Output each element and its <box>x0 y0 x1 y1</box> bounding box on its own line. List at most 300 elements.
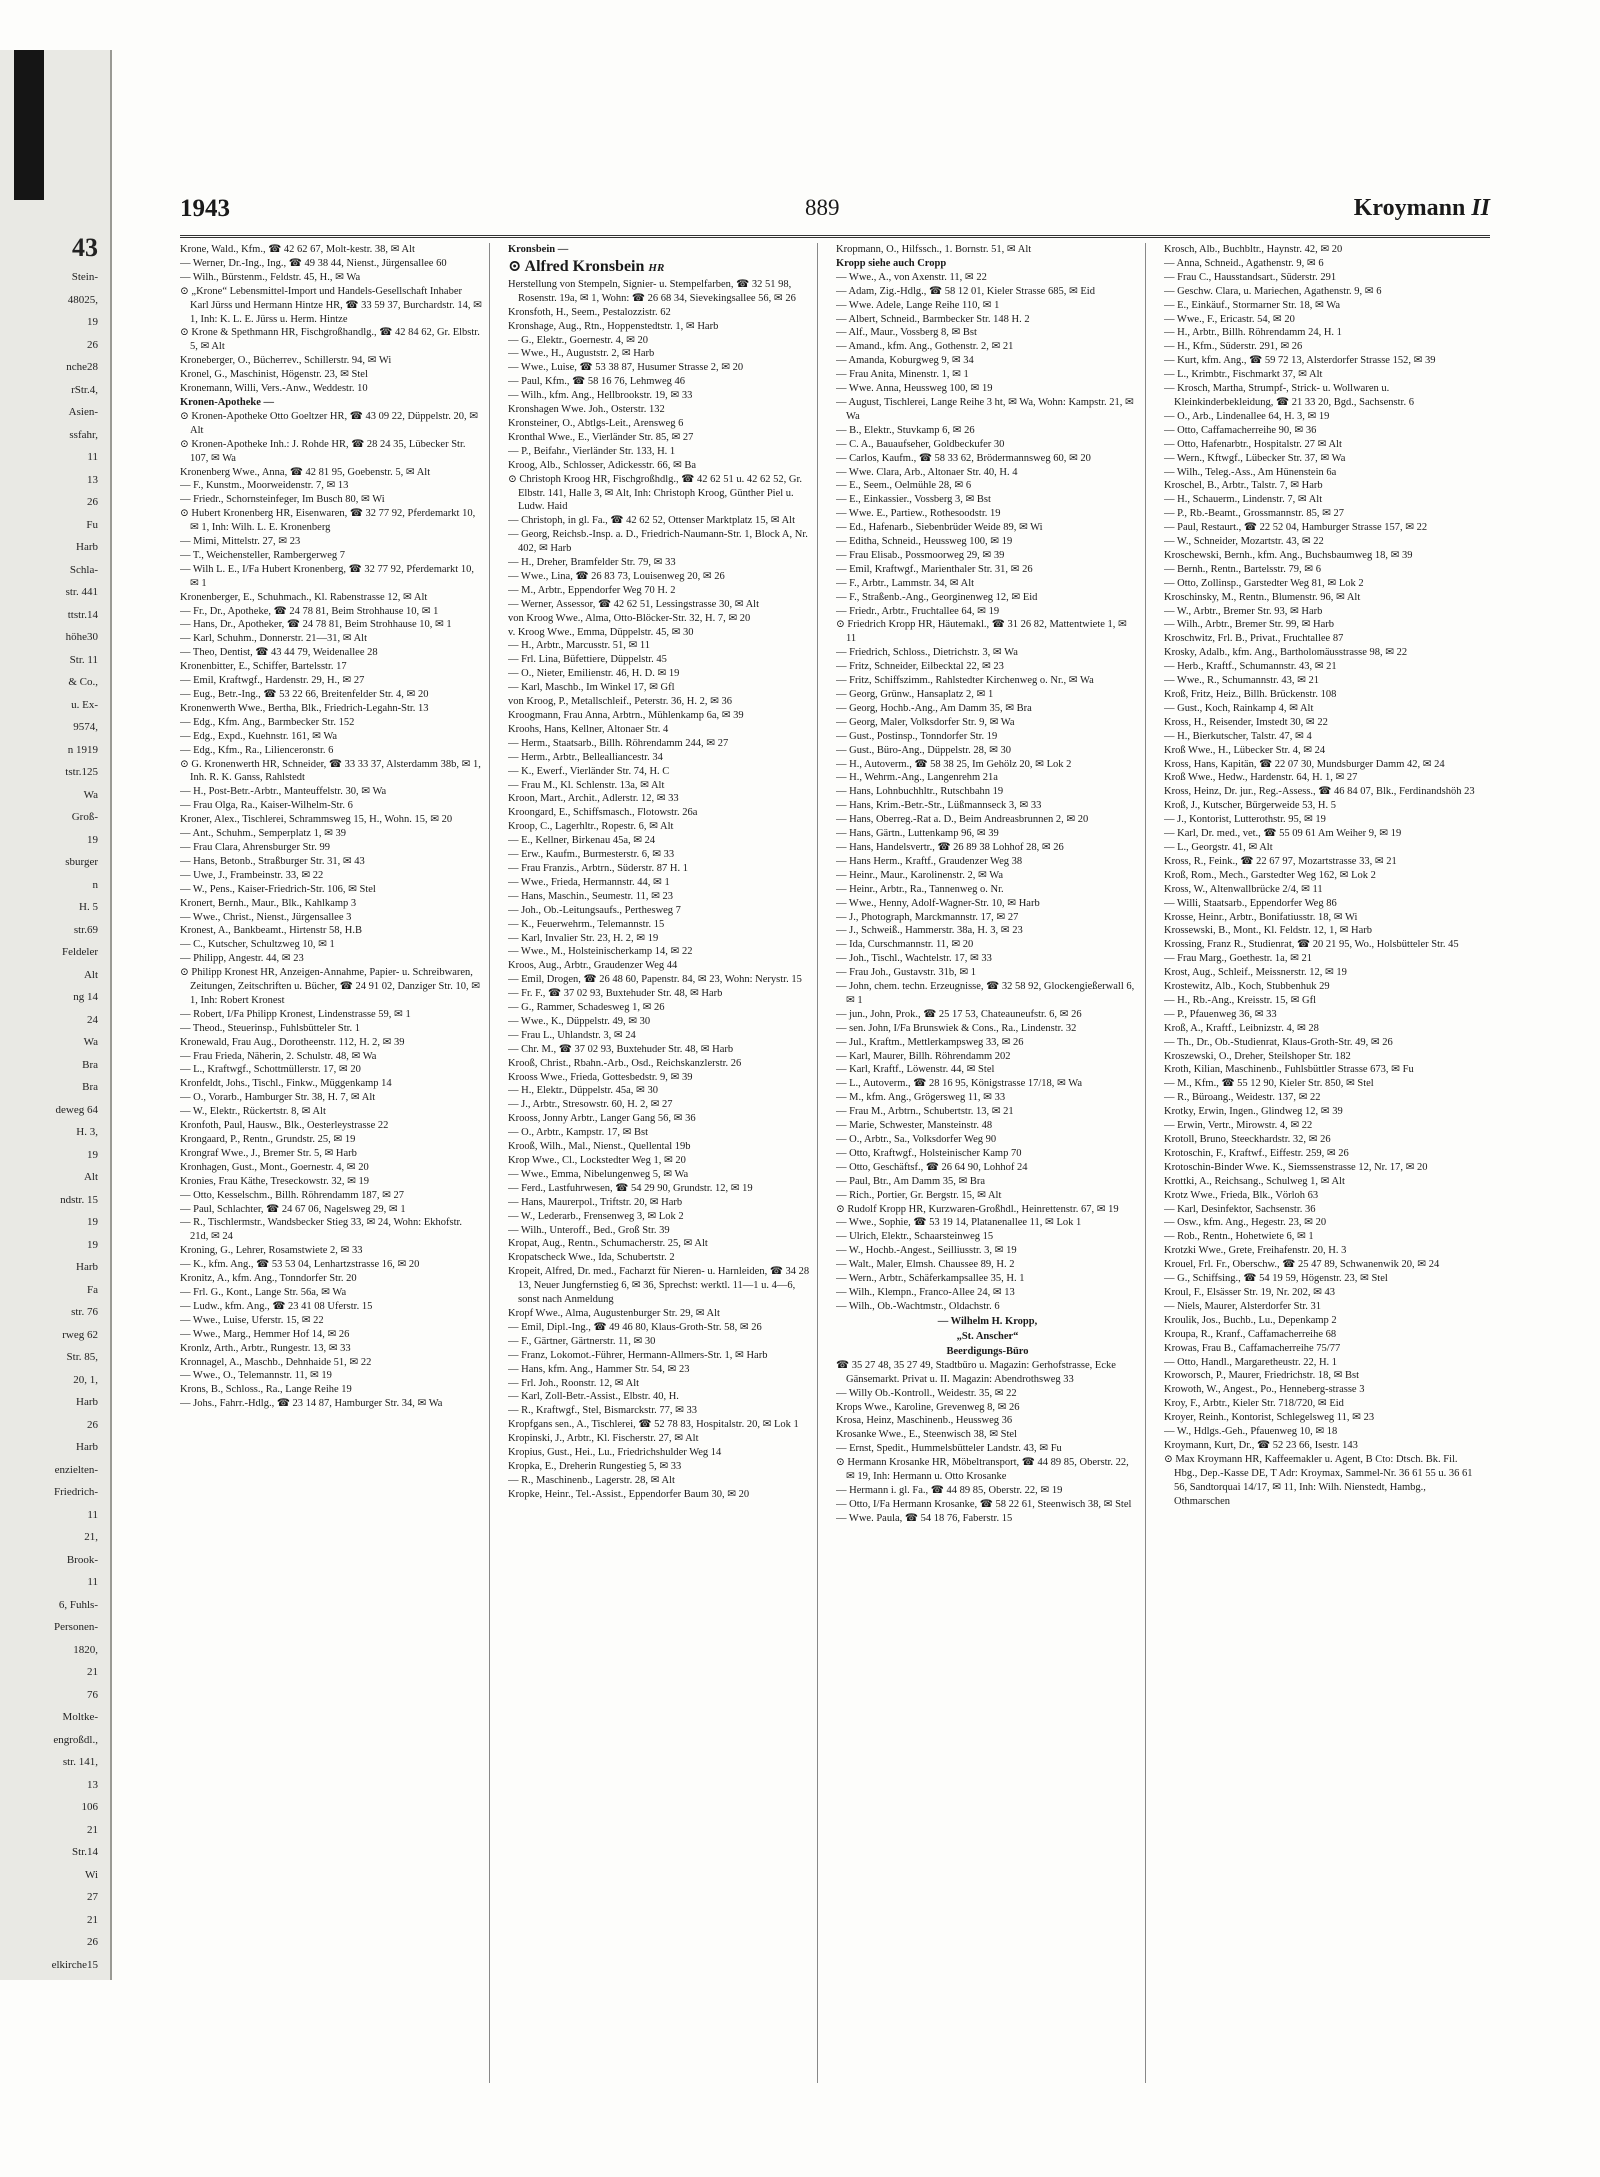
entry-text: — Karl, Maurer, Billh. Röhrendamm 202 <box>836 1050 1011 1062</box>
directory-entry <box>836 1344 1139 1359</box>
entry-text: — B., Elektr., Stuvkamp 6, ✉ 26 <box>836 424 975 436</box>
directory-entry <box>1164 382 1478 410</box>
column-3 <box>836 243 1146 2083</box>
entry-text: — Karl, Kraftf., Löwenstr. 44, ✉ Stel <box>836 1064 995 1076</box>
directory-entry <box>1164 716 1478 730</box>
directory-entry <box>1164 563 1478 577</box>
directory-entry <box>836 660 1139 674</box>
directory-entry <box>1164 855 1478 869</box>
entry-text: — W., Pens., Kaiser-Friedrich-Str. 106, ✉ Stel <box>180 883 376 895</box>
entry-text: — Theod., Steuerinsp., Fuhlsbütteler Str. 1 <box>180 1022 361 1034</box>
header-volume: II <box>1471 195 1490 221</box>
directory-entry <box>1164 883 1478 897</box>
previous-page-line: tstr.125 <box>65 766 98 778</box>
directory-entry <box>836 1105 1139 1119</box>
previous-page-line: rStr.4, <box>71 383 98 396</box>
entry-text: Kronies, Frau Käthe, Treseckowstr. 32, ✉ 19 <box>180 1175 370 1187</box>
entry-text: — Wilh., Arbtr., Bremer Str. 99, ✉ Harb <box>1164 619 1335 631</box>
entry-text: — W., Arbtr., Bremer Str. 93, ✉ Harb <box>1164 605 1323 617</box>
entry-text: Krooss, Jonny Arbtr., Langer Gang 56, ✉ 36 <box>508 1113 696 1125</box>
directory-entry <box>508 1015 811 1029</box>
entry-text: — Frau Frieda, Näherin, 2. Schulstr. 48, ✉ Wa <box>180 1050 377 1062</box>
entry-text: Kropat, Aug., Rentn., Schumacherstr. 25, ✉ Alt <box>508 1238 708 1250</box>
entry-text: — Hans, Oberreg.-Rat a. D., Beim Andreasbrunnen 2, ✉ 20 <box>836 814 1089 826</box>
directory-entry <box>508 1460 811 1474</box>
directory-entry <box>180 438 483 466</box>
entry-text: — H., Arbtr., Billh. Röhrendamm 24, H. 1 <box>1164 327 1342 339</box>
entry-text: — Wwe., Christ., Nienst., Jürgensallee 3 <box>180 911 352 923</box>
entry-text: Kropatscheck Wwe., Ida, Schubertstr. 2 <box>508 1252 675 1264</box>
entry-text: Kropfgans sen., A., Tischlerei, ☎ 52 78 83, Hospitalstr. 20, ✉ Lok 1 <box>508 1419 799 1431</box>
directory-entry <box>836 1161 1139 1175</box>
directory-entry <box>180 869 483 883</box>
directory-entry <box>508 1446 811 1460</box>
directory-entry <box>508 751 811 765</box>
directory-entry <box>1164 368 1478 382</box>
entry-text: Kropke, Heinr., Tel.-Assist., Eppendorfer Baum 30, ✉ 20 <box>508 1488 750 1500</box>
directory-entry <box>836 563 1139 577</box>
previous-page-line: ttstr.14 <box>67 608 98 621</box>
entry-text: — Frau C., Hausstandsart., Süderstr. 291 <box>1164 271 1337 283</box>
previous-page-line: 9574, <box>73 721 98 733</box>
entry-text: Kropius, Gust., Hei., Lu., Friedrichshulder Weg 14 <box>508 1447 722 1459</box>
previous-page-line: 11 <box>87 451 98 463</box>
directory-entry <box>836 382 1139 396</box>
entry-text: Krotzki Wwe., Grete, Freihafenstr. 20, H. 3 <box>1164 1245 1347 1257</box>
directory-entry <box>180 730 483 744</box>
entry-text: Krosse, Heinr., Arbtr., Bonifatiusstr. 18, ✉ Wi <box>1164 911 1358 923</box>
entry-text: — Bernh., Rentn., Bartelsstr. 79, ✉ 6 <box>1164 563 1321 575</box>
directory-entry <box>1164 1203 1478 1217</box>
directory-entry <box>1164 994 1478 1008</box>
directory-entry <box>180 758 483 786</box>
directory-entry <box>836 869 1139 883</box>
entry-text: — Editha, Schneid., Heussweg 100, ✉ 19 <box>836 536 1013 548</box>
entry-text: Kropp siehe auch Cropp <box>836 257 947 269</box>
directory-entry <box>180 841 483 855</box>
entry-text: — W., Lederarb., Frensenweg 3, ✉ Lok 2 <box>508 1210 684 1222</box>
entry-text: — Gust., Koch, Rainkamp 4, ✉ Alt <box>1164 702 1314 714</box>
directory-entry <box>1164 1258 1478 1272</box>
directory-entry <box>180 911 483 925</box>
directory-entry <box>1164 632 1478 646</box>
directory-entry <box>836 744 1139 758</box>
directory-entry <box>836 1091 1139 1105</box>
entry-text: Krotoschin-Binder Wwe. K., Siemssenstrasse 12, Nr. 17, ✉ 20 <box>1164 1161 1428 1173</box>
directory-columns <box>180 243 1490 2083</box>
directory-entry <box>1164 493 1478 507</box>
entry-text: — Wwe. Adele, Lange Reihe 110, ✉ 1 <box>836 299 1000 311</box>
previous-page-line: Personen- <box>54 1621 98 1633</box>
entry-text: Kroop, C., Lagerhltr., Ropestr. 6, ✉ Alt <box>508 821 674 833</box>
entry-text: — W., Hdlgs.-Geh., Pfauenweg 10, ✉ 18 <box>1164 1426 1338 1438</box>
directory-entry <box>508 473 811 515</box>
entry-text: — Gust., Büro-Ang., Düppelstr. 28, ✉ 30 <box>836 744 1012 756</box>
entry-text: — Rob., Rentn., Hohetwiete 6, ✉ 1 <box>1164 1231 1314 1243</box>
previous-page-line: Bra <box>82 1081 98 1093</box>
previous-page-line: ng 14 <box>73 991 98 1003</box>
entry-text: Kronlz, Arth., Arbtr., Rungestr. 13, ✉ 33 <box>180 1342 351 1354</box>
previous-page-line: H. 5 <box>79 901 98 913</box>
entry-text: — Georg, Grünw., Hansaplatz 2, ✉ 1 <box>836 689 994 700</box>
directory-entry <box>508 737 811 751</box>
directory-entry <box>508 709 811 723</box>
directory-entry <box>836 1456 1139 1484</box>
entry-text: — F., Gärtner, Gärtnerstr. 11, ✉ 30 <box>508 1335 656 1347</box>
entry-text: — Frau L., Uhlandstr. 3, ✉ 24 <box>508 1029 636 1041</box>
directory-entry <box>180 257 483 271</box>
directory-entry <box>836 1329 1139 1344</box>
entry-text: — Otto, I/Fa Hermann Krosanke, ☎ 58 22 61, Steenwisch 38, ✉ Stel <box>836 1498 1132 1510</box>
previous-page-line: Harb <box>76 1441 98 1453</box>
directory-entry <box>836 938 1139 952</box>
entry-text: — O., Vorarb., Hamburger Str. 38, H. 7, ✉ Alt <box>180 1092 376 1104</box>
entry-text: — Hans, Betonb., Straßburger Str. 31, ✉ 43 <box>180 855 365 867</box>
entry-text: — Robert, I/Fa Philipp Kronest, Lindenstrasse 59, ✉ 1 <box>180 1008 411 1020</box>
entry-text: — Wilh., kfm. Ang., Hellbrookstr. 19, ✉ 33 <box>508 390 693 402</box>
directory-entry <box>180 952 483 966</box>
previous-page-line: Friedrich- <box>54 1486 98 1498</box>
previous-page-line: 21 <box>87 1913 98 1926</box>
entry-text: — Hans, Maschin., Seumestr. 11, ✉ 23 <box>508 890 674 902</box>
directory-entry <box>508 695 811 709</box>
directory-entry <box>508 445 811 459</box>
entry-text: — Frau Clara, Ahrensburger Str. 99 <box>180 841 330 853</box>
entry-text: Kroog, Alb., Schlosser, Adickesstr. 66, ✉ Ba <box>508 459 697 471</box>
entry-text: ⊙ Christoph Kroog HR, Fischgroßhdlg., ☎ 42 62 51 u. 42 62 52, Gr. Elbstr. 141, Halle 3, ✉ Alt, Inh: Christoph Kroog, Günther Piel u. Ludw. Haid <box>508 473 803 513</box>
entry-text: — Geschw. Clara, u. Mariechen, Agathenstr. 9, ✉ 6 <box>1164 285 1382 297</box>
directory-entry <box>508 1307 811 1321</box>
entry-text: — Kurt, kfm. Ang., ☎ 59 72 13, Alsterdorfer Strasse 152, ✉ 39 <box>1164 355 1436 367</box>
entry-text: — Otto, Geschäftsf., ☎ 26 64 90, Lohhof 24 <box>836 1161 1028 1173</box>
directory-entry <box>508 862 811 876</box>
previous-page-line: str. 76 <box>71 1306 98 1318</box>
directory-entry <box>1164 410 1478 424</box>
directory-entry <box>180 883 483 897</box>
entry-text: — F., Arbtr., Lammstr. 34, ✉ Alt <box>836 577 975 589</box>
directory-entry <box>180 702 483 716</box>
entry-text: von Kroog, P., Metallschleif., Peterstr. 36, H. 2, ✉ 36 <box>508 696 733 708</box>
directory-entry <box>836 785 1139 799</box>
directory-entry <box>1164 758 1478 772</box>
directory-entry <box>508 1390 811 1404</box>
entry-text: — Emil, Drogen, ☎ 26 48 60, Papenstr. 84, ✉ 23, Wohn: Nerystr. 15 <box>508 974 802 986</box>
directory-entry <box>836 340 1139 354</box>
previous-page-line: 21 <box>87 1666 98 1678</box>
entry-text: — Willi, Staatsarb., Eppendorfer Weg 86 <box>1164 897 1337 909</box>
entry-text: — Wern., Arbtr., Schäferkampsallee 35, H. 1 <box>836 1273 1025 1285</box>
directory-entry <box>508 779 811 793</box>
entry-text: — Karl, Desinfektor, Sachsenstr. 36 <box>1164 1203 1316 1215</box>
directory-entry <box>836 535 1139 549</box>
entry-text: — Adam, Zig.-Hdlg., ☎ 58 12 01, Kieler Strasse 685, ✉ Eid <box>836 285 1095 297</box>
directory-entry <box>508 1224 811 1238</box>
directory-entry <box>836 507 1139 521</box>
directory-entry <box>1164 1425 1478 1439</box>
directory-entry <box>1164 1272 1478 1286</box>
entry-text: ⊙ Philipp Kronest HR, Anzeigen-Annahme, Papier- u. Schreibwaren, Zeitungen, Zeitschriften u. Bücher, ☎ 24 91 02, Danziger Str. 10, ✉ 1, Inh: Robert Kronest <box>180 967 481 1006</box>
entry-text: Kroneberger, O., Bücherrev., Schillerstr. 94, ✉ Wi <box>180 355 392 367</box>
directory-entry <box>836 799 1139 813</box>
directory-entry <box>180 466 483 480</box>
entry-text: — M., kfm. Ang., Grögersweg 11, ✉ 33 <box>836 1092 1006 1104</box>
directory-entry <box>508 334 811 348</box>
previous-page-line: 106 <box>81 1801 98 1813</box>
directory-entry <box>836 396 1139 424</box>
entry-text: — Otto, Handl., Margaretheustr. 22, H. 1 <box>1164 1356 1338 1368</box>
directory-entry <box>180 938 483 952</box>
previous-page-line: 26 <box>87 338 98 351</box>
directory-entry <box>1164 1147 1478 1161</box>
previous-page-line: ndstr. 15 <box>60 1193 98 1206</box>
entry-text: — G., Rammer, Schadesweg 1, ✉ 26 <box>508 1002 665 1014</box>
directory-entry <box>180 1383 483 1397</box>
previous-page-line: 1820, <box>73 1643 98 1656</box>
entry-text: — Frl. G., Kont., Lange Str. 56a, ✉ Wa <box>180 1286 347 1298</box>
entry-text: — R., Tischlermstr., Wandsbecker Stieg 33, ✉ 24, Wohn: Ekhofstr. 21d, ✉ 24 <box>180 1217 463 1243</box>
directory-entry <box>508 653 811 667</box>
entry-text: — J., Arbtr., Stresowstr. 60, H. 2, ✉ 27 <box>508 1099 673 1111</box>
directory-entry <box>1164 660 1478 674</box>
directory-entry <box>508 1168 811 1182</box>
directory-entry <box>836 577 1139 591</box>
directory-entry <box>1164 799 1478 813</box>
directory-entry <box>836 424 1139 438</box>
entry-text: — P., Rb.-Beamt., Grossmannstr. 85, ✉ 27 <box>1164 508 1345 520</box>
directory-entry <box>1164 605 1478 619</box>
entry-text: — Heinr., Maur., Karolinenstr. 2, ✉ Wa <box>836 869 1003 881</box>
directory-entry <box>180 1147 483 1161</box>
entry-text: — Anna, Schneid., Agathenstr. 9, ✉ 6 <box>1164 257 1324 269</box>
previous-page-line: 6, Fuhls- <box>58 1598 98 1611</box>
directory-entry <box>836 493 1139 507</box>
column-2 <box>508 243 818 2083</box>
entry-text: Kronel, G., Maschinist, Högenstr. 23, ✉ Stel <box>180 369 368 381</box>
previous-page-line: 26 <box>87 1418 98 1431</box>
entry-text: — Wwe., Luise, Uferstr. 15, ✉ 22 <box>180 1314 324 1326</box>
entry-text: — Karl, Zoll-Betr.-Assist., Elbstr. 40, H. <box>508 1391 679 1403</box>
directory-entry <box>836 758 1139 772</box>
directory-entry <box>508 1321 811 1335</box>
directory-entry <box>508 403 811 417</box>
entry-text: — O., Arbtr., Kampstr. 17, ✉ Bst <box>508 1127 649 1139</box>
entry-text: — Wilhelm H. Kropp, <box>937 1315 1038 1327</box>
directory-entry <box>508 598 811 612</box>
entry-text: — Christoph, in gl. Fa., ☎ 42 62 52, Ottenser Marktplatz 15, ✉ Alt <box>508 515 795 527</box>
entry-text: Kroyer, Reinh., Kontorist, Schlegelsweg 11, ✉ 23 <box>1164 1412 1375 1424</box>
previous-page-line: Fa <box>87 1283 98 1296</box>
entry-text: von Kroog Wwe., Alma, Otto-Blöcker-Str. 32, H. 7, ✉ 20 <box>508 612 751 624</box>
directory-entry <box>180 605 483 619</box>
entry-text: — Wwe., F., Ericastr. 54, ✉ 20 <box>1164 313 1295 325</box>
directory-entry <box>1164 702 1478 716</box>
directory-entry <box>180 1203 483 1217</box>
entry-text: — J., Kontorist, Lutterothstr. 95, ✉ 19 <box>1164 814 1326 826</box>
entry-text: — Wilh., Teleg.-Ass., Am Hünenstein 6a <box>1164 466 1337 478</box>
register-mark: HR <box>648 261 665 274</box>
entry-text: — Hermann i. gl. Fa., ☎ 44 89 85, Oberstr. 22, ✉ 19 <box>836 1484 1063 1496</box>
entry-text: Kronest, A., Bankbeamt., Hirtenstr 58, H.B <box>180 925 362 937</box>
entry-text: — H., Schauerm., Lindenstr. 7, ✉ Alt <box>1164 494 1323 506</box>
directory-entry <box>180 396 483 410</box>
directory-entry <box>1164 452 1478 466</box>
entry-text: Kroos, Aug., Arbtr., Graudenzer Weg 44 <box>508 960 678 972</box>
directory-entry <box>1164 674 1478 688</box>
entry-text: Kronen-Apotheke — <box>180 396 275 408</box>
directory-entry <box>508 1098 811 1112</box>
entry-text: — G., Schiffsing., ☎ 54 19 59, Högenstr. 23, ✉ Stel <box>1164 1273 1388 1285</box>
directory-entry <box>1164 1077 1478 1091</box>
previous-page-line: 21, <box>84 1531 98 1543</box>
directory-entry <box>836 1359 1139 1387</box>
directory-entry <box>508 514 811 528</box>
entry-text: — H., Autoverm., ☎ 58 38 25, Im Gehölz 20, ✉ Lok 2 <box>836 758 1072 770</box>
previous-page-line: 26 <box>87 496 98 508</box>
directory-entry <box>180 688 483 702</box>
directory-entry <box>508 973 811 987</box>
previous-page-line: Wi <box>85 1868 98 1881</box>
previous-page-line: 20, 1, <box>73 1373 98 1386</box>
directory-entry <box>180 1050 483 1064</box>
directory-entry <box>508 1029 811 1043</box>
entry-text: — Eug., Betr.-Ing., ☎ 53 22 66, Breitenfelder Str. 4, ✉ 20 <box>180 689 429 700</box>
previous-page-line: 13 <box>87 1778 98 1791</box>
entry-text: — H., Dreher, Bramfelder Str. 79, ✉ 33 <box>508 557 676 569</box>
directory-entry <box>836 1442 1139 1456</box>
entry-text: — Frau M., Kl. Schlenstr. 13a, ✉ Alt <box>508 779 665 791</box>
entry-text: — Wilh., Ob.-Wachtmstr., Oldachstr. 6 <box>836 1300 1000 1312</box>
entry-text: — Georg, Maler, Volksdorfer Str. 9, ✉ Wa <box>836 716 1015 728</box>
previous-page-line: Str. 85, <box>66 1351 98 1363</box>
directory-entry <box>508 918 811 932</box>
entry-text: ⊙ Kronen-Apotheke Otto Goeltzer HR, ☎ 43 09 22, Düppelstr. 20, ✉ Alt <box>180 410 479 436</box>
entry-text: — Friedr., Schornsteinfeger, Im Busch 80, ✉ Wi <box>180 494 385 506</box>
entry-text: — E., Einkassier., Vossberg 3, ✉ Bst <box>836 494 991 506</box>
entry-text: — R., Büroang., Weidestr. 137, ✉ 22 <box>1164 1092 1321 1104</box>
previous-page-line: 19 <box>87 1148 98 1161</box>
entry-text: Kronitz, A., kfm. Ang., Tonndorfer Str. 20 <box>180 1273 357 1285</box>
previous-page-line: n <box>92 878 98 891</box>
entry-text: Kross, Hans, Kapitän, ☎ 22 07 30, Mundsburger Damm 42, ✉ 24 <box>1164 758 1445 770</box>
header-surname-range <box>1354 195 1490 222</box>
header-page-number: 889 <box>805 195 840 220</box>
entry-text: — Niels, Maurer, Alsterdorfer Str. 31 <box>1164 1300 1322 1312</box>
entry-text: Krongaard, P., Rentn., Grundstr. 25, ✉ 19 <box>180 1134 356 1145</box>
directory-entry <box>836 1036 1139 1050</box>
entry-text: — Erwin, Vertr., Mirowstr. 4, ✉ 22 <box>1164 1120 1313 1132</box>
directory-entry <box>180 1175 483 1189</box>
entry-text: Krotz Wwe., Frieda, Blk., Vörloh 63 <box>1164 1189 1319 1201</box>
entry-text: Kroß, Rom., Mech., Garstedter Weg 162, ✉ Lok 2 <box>1164 869 1376 881</box>
directory-entry <box>508 1182 811 1196</box>
entry-text: — jun., John, Prok., ☎ 25 17 53, Chateauneufstr. 6, ✉ 26 <box>836 1008 1082 1020</box>
directory-entry <box>180 646 483 660</box>
entry-text: — Ed., Hafenarb., Siebenbrüder Weide 89, ✉ Wi <box>836 522 1043 534</box>
previous-page-line: ssfahr, <box>69 428 98 441</box>
binding-strip <box>14 50 44 200</box>
entry-text: v. Kroog Wwe., Emma, Düppelstr. 45, ✉ 30 <box>508 626 694 638</box>
entry-text: Kronsteiner, O., Abtlgs-Leit., Arensweg 6 <box>508 417 684 429</box>
previous-page-line: Harb <box>76 541 98 553</box>
directory-entry <box>180 1397 483 1411</box>
entry-text: Kross, R., Feink., ☎ 22 67 97, Mozartstrasse 33, ✉ 21 <box>1164 855 1397 867</box>
entry-text: — Wwe., M., Holsteinischerkamp 14, ✉ 22 <box>508 946 693 958</box>
directory-entry <box>1164 1439 1478 1453</box>
directory-entry <box>180 1119 483 1133</box>
directory-entry <box>180 1063 483 1077</box>
directory-entry <box>180 1258 483 1272</box>
entry-text: Krowas, Frau B., Caffamacherreihe 75/77 <box>1164 1342 1341 1354</box>
previous-page-line: 19 <box>87 1238 98 1251</box>
directory-entry <box>1164 479 1478 493</box>
directory-entry <box>508 723 811 737</box>
previous-page-line: Fu <box>86 518 98 531</box>
directory-entry <box>180 368 483 382</box>
directory-entry <box>836 618 1139 646</box>
directory-entry <box>508 375 811 389</box>
directory-entry <box>1164 1050 1478 1064</box>
entry-text: — Wilh L. E., I/Fa Hubert Kronenberg, ☎ 32 77 92, Pferdemarkt 10, ✉ 1 <box>180 563 474 589</box>
entry-text: — Werner, Assessor, ☎ 42 62 51, Lessingstrasse 30, ✉ Alt <box>508 598 759 610</box>
directory-entry <box>1164 938 1478 952</box>
directory-entry <box>508 1418 811 1432</box>
directory-entry <box>508 681 811 695</box>
entry-text: — L., Kraftwgf., Schottmüllerstr. 17, ✉ 20 <box>180 1064 361 1076</box>
entry-text: — Gust., Postinsp., Tonndorfer Str. 19 <box>836 730 998 742</box>
directory-entry <box>508 528 811 556</box>
entry-text: — Walt., Maler, Elmsh. Chaussee 89, H. 2 <box>836 1259 1015 1271</box>
entry-text: Kross, H., Reisender, Imstedt 30, ✉ 22 <box>1164 716 1328 728</box>
entry-text: Kronshage, Aug., Rtn., Hoppenstedtstr. 1, ✉ Harb <box>508 320 719 332</box>
entry-text: — M., Arbtr., Eppendorfer Weg 70 H. 2 <box>508 584 676 596</box>
entry-text: — Paul, Restaurt., ☎ 22 52 04, Hamburger Strasse 157, ✉ 22 <box>1164 522 1428 534</box>
entry-text: Kroszewski, O., Dreher, Steilshoper Str. 182 <box>1164 1050 1351 1062</box>
directory-entry <box>1164 1022 1478 1036</box>
entry-text: Kronfoth, Paul, Hausw., Blk., Oesterleystrasse 22 <box>180 1120 389 1132</box>
directory-entry <box>1164 326 1478 340</box>
directory-entry <box>180 591 483 605</box>
entry-text: — Karl, Invalier Str. 23, H. 2, ✉ 19 <box>508 932 659 944</box>
directory-entry <box>508 570 811 584</box>
directory-entry <box>1164 813 1478 827</box>
entry-text: — T., Weichensteller, Rambergerweg 7 <box>180 549 346 561</box>
directory-entry <box>836 1022 1139 1036</box>
column-4 <box>1164 243 1484 2083</box>
entry-text: — H., Bierkutscher, Talstr. 47, ✉ 4 <box>1164 730 1312 742</box>
directory-entry <box>180 535 483 549</box>
directory-entry <box>836 980 1139 1008</box>
entry-text: — John, chem. techn. Erzeugnisse, ☎ 32 58 92, Glockengießerwall 6, ✉ 1 <box>836 981 1135 1006</box>
directory-entry <box>508 820 811 834</box>
entry-text: Krooß, Christ., Rbahn.-Arb., Osd., Reichskanzlerstr. 26 <box>508 1057 742 1069</box>
entry-text: — Uwe, J., Frambeinstr. 33, ✉ 22 <box>180 869 324 881</box>
entry-text: Krotky, Erwin, Ingen., Glindweg 12, ✉ 39 <box>1164 1106 1343 1118</box>
entry-text: Kroschewski, Bernh., kfm. Ang., Buchsbaumweg 18, ✉ 39 <box>1164 549 1413 561</box>
directory-entry <box>836 1272 1139 1286</box>
entry-text: — Friedr., Arbtr., Fruchtallee 64, ✉ 19 <box>836 605 1000 617</box>
entry-text: — Wwe., R., Schumannstr. 43, ✉ 21 <box>1164 675 1320 687</box>
entry-text: Krops Wwe., Karoline, Grevenweg 8, ✉ 26 <box>836 1401 1020 1413</box>
entry-text: — Hans, Krim.-Betr.-Str., Lüßmannseck 3, ✉ 33 <box>836 800 1042 812</box>
directory-entry <box>180 855 483 869</box>
directory-entry <box>508 890 811 904</box>
directory-entry <box>1164 924 1478 938</box>
directory-entry <box>1164 911 1478 925</box>
entry-text: — H., Elektr., Düppelstr. 45a, ✉ 30 <box>508 1085 658 1097</box>
previous-page-line: deweg 64 <box>55 1103 98 1116</box>
directory-entry <box>180 827 483 841</box>
directory-entry <box>836 1286 1139 1300</box>
